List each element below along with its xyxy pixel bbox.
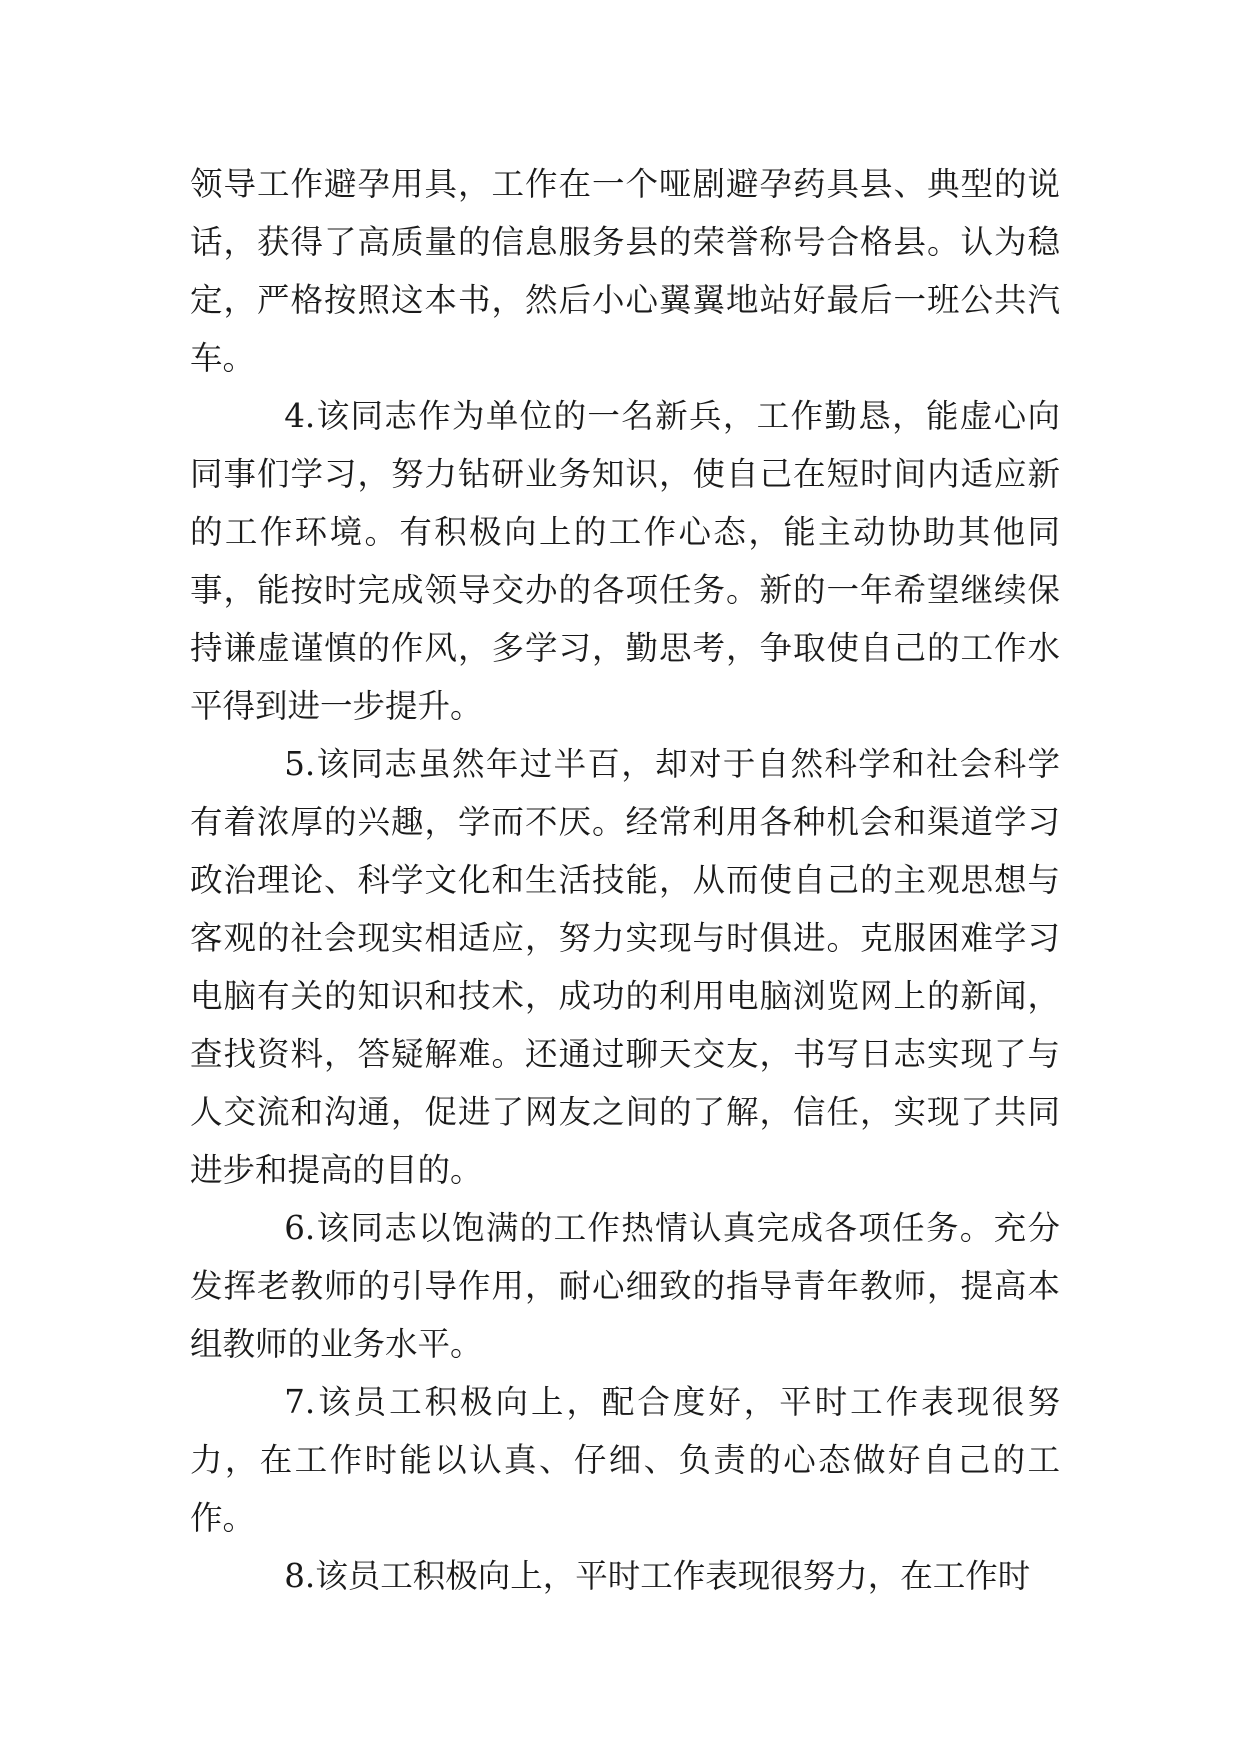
- paragraph-item-5: 5.该同志虽然年过半百，却对于自然科学和社会科学有着浓厚的兴趣，学而不厌。经常利用各种机会和渠道学习政治理论、科学文化和生活技能，从而使自己的主观思想与客观的社会现实相适应，努力实现与时俱进。克服困难学习电脑有关的知识和技术，成功的利用电脑浏览网上的新闻，查找资料，答疑解难。还通过聊天交友，书写日志实现了与人交流和沟通，促进了网友之间的了解，信任，实现了共同进步和提高的目的。: [190, 745, 1060, 1189]
- paragraph-item-7: 7.该员工积极向上，配合度好，平时工作表现很努力，在工作时能以认真、仔细、负责的心态做好自己的工作。: [190, 1383, 1060, 1537]
- paragraph-item-6: 6.该同志以饱满的工作热情认真完成各项任务。充分发挥老教师的引导作用，耐心细致的指导青年教师，提高本组教师的业务水平。: [190, 1209, 1060, 1363]
- paragraph-item-4: 4.该同志作为单位的一名新兵，工作勤恳，能虚心向同事们学习，努力钻研业务知识，使自己在短时间内适应新的工作环境。有积极向上的工作心态，能主动协助其他同事，能按时完成领导交办的各项任务。新的一年希望继续保持谦虚谨慎的作风，多学习，勤思考，争取使自己的工作水平得到进一步提升。: [190, 397, 1060, 725]
- paragraph-continuation: 领导工作避孕用具，工作在一个哑剧避孕药具县、典型的说话，获得了高质量的信息服务县的荣誉称号合格县。认为稳定，严格按照这本书，然后小心翼翼地站好最后一班公共汽车。: [190, 165, 1060, 377]
- paragraph-item-8: 8.该员工积极向上，平时工作表现很努力，在工作时: [284, 1557, 1031, 1595]
- document-body: [190, 155, 1060, 1605]
